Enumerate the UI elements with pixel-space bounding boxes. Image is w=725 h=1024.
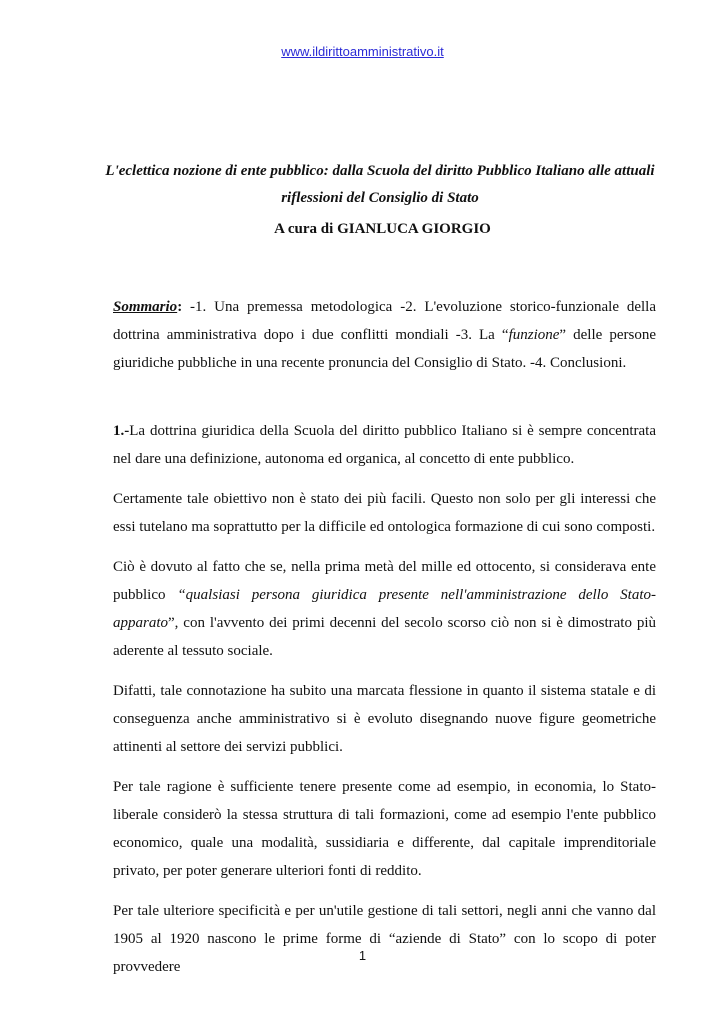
- paragraph-3: [113, 553, 656, 665]
- summary-funzione: funzione: [508, 327, 560, 343]
- paragraph-1: [113, 417, 656, 473]
- summary-paragraph: [113, 293, 656, 377]
- author-line: A cura di GIANLUCA GIORGIO: [274, 221, 491, 237]
- title-line-2: riflessioni del Consiglio di Stato: [281, 190, 479, 206]
- summary-label: Sommario: [113, 299, 178, 315]
- paragraph-5: Per tale ragione è sufficiente tenere presente come ad esempio, in economia, lo Stato-liberale considerò la stessa struttura di tali formazioni, come ad esempio l'ente pubblico economico, quale una modalità, sussidiaria e differente, dal capitale imprenditoriale privato, per poter generare ulteriori fonti di reddito.: [113, 779, 656, 879]
- summary-colon: :: [177, 299, 183, 315]
- paragraph-3-quote: “qualsiasi persona giuridica presente nell'amministrazione dello Stato-apparato: [113, 587, 657, 631]
- document-body: [113, 293, 656, 993]
- title-line-1: L'eclettica nozione di ente pubblico: dalla Scuola del diritto Pubblico Italiano alle attuali: [105, 163, 655, 179]
- paragraph-1-text: La dottrina giuridica della Scuola del diritto pubblico Italiano si è sempre concentrata nel dare una definizione, autonoma ed organica, al concetto di ente pubblico.: [113, 423, 656, 467]
- page-number: 1: [358, 948, 367, 963]
- paragraph-6: Per tale ulteriore specificità e per un'utile gestione di tali settori, negli anni che vanno dal 1905 al 1920 nascono le prime forme di “aziende di Stato” con lo scopo di poter provvedere: [113, 903, 656, 975]
- document-title: [100, 158, 660, 212]
- paragraph-4: Difatti, tale connotazione ha subito una marcata flessione in quanto il sistema statale e di conseguenza anche amministrativo si è evoluto disegnando nuove figure geometriche attinenti al settore dei servizi pubblici.: [113, 683, 656, 755]
- summary-text-a: -1. Una premessa metodologica -2. L'evoluzione storico-funzionale della dottrina amministrativa dopo i due conflitti mondiali -3. La “: [113, 299, 656, 343]
- summary-text-b: ” delle persone giuridiche pubbliche in una recente pronuncia del Consiglio di Stato. -4. Conclusioni.: [113, 327, 656, 371]
- paragraph-3-text-b: ”, con l'avvento dei primi decenni del secolo scorso ciò non si è dimostrato più aderente al tessuto sociale.: [113, 615, 656, 659]
- header-website-link[interactable]: www.ildirittoamministrativo.it: [281, 44, 444, 59]
- paragraph-3-text-a: Ciò è dovuto al fatto che se, nella prima metà del mille ed ottocento, si considerava ente pubblico: [113, 559, 656, 603]
- paragraph-2: Certamente tale obiettivo non è stato dei più facili. Questo non solo per gli interessi che essi tutelano ma soprattutto per la difficile ed ontologica formazione di cui sono composti.: [113, 491, 656, 535]
- section-number: 1.-: [113, 423, 130, 439]
